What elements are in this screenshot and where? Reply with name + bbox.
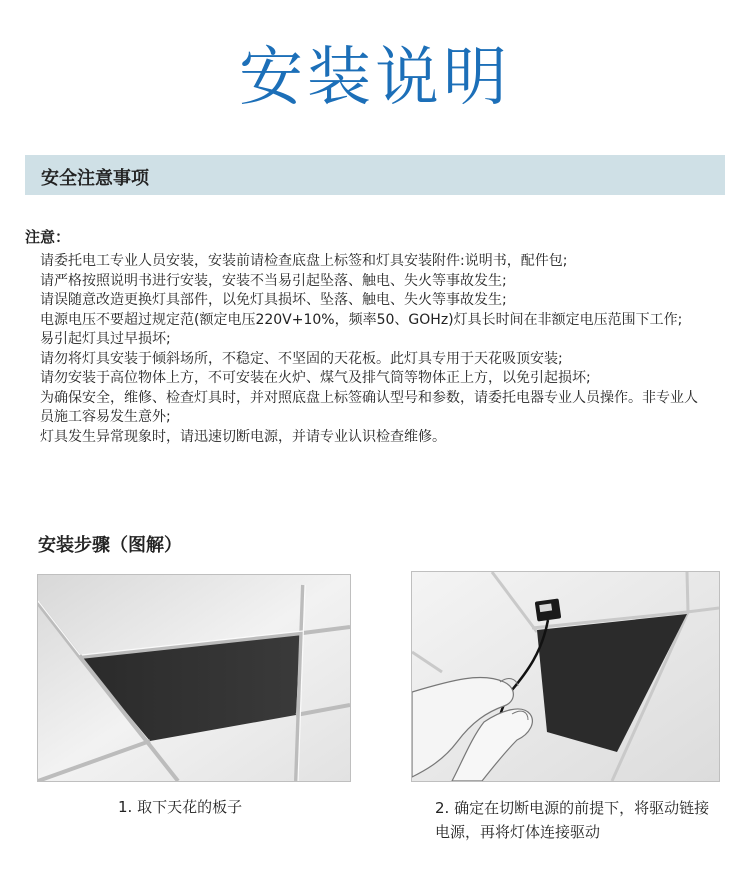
safety-notes-list — [40, 252, 700, 447]
safety-note: 请委托电工专业人员安装，安装前请检查底盘上标签和灯具安装附件:说明书，配件包; — [40, 253, 568, 269]
step1-caption: 1. 取下天花的板子 — [118, 798, 243, 816]
safety-section-header — [25, 155, 725, 195]
wiring-illustration — [412, 572, 719, 781]
page-title: 安装说明 — [239, 41, 511, 115]
steps-section-heading: 安装步骤（图解） — [38, 535, 182, 556]
safety-note: 为确保安全，维修、检查灯具时，并对照底盘上标签确认型号和参数，请委托电器专业人员操作。非专业人员施工容易发生意外; — [40, 389, 698, 425]
safety-note: 请严格按照说明书进行安装，安装不当易引起坠落、触电、失火等事故发生; — [40, 272, 507, 289]
note-label: 注意： — [25, 228, 71, 246]
step2-caption: 2. 确定在切断电源的前提下，将驱动链接电源，再将灯体连接驱动 — [435, 799, 710, 841]
step1-ceiling-illustration — [37, 574, 351, 782]
safety-note: 请勿安装于高位物体上方，不可安装在火炉、煤气及排气筒等物体正上方，以免引起损坏; — [40, 370, 591, 386]
safety-note: 请误随意改造更换灯具部件，以免灯具损坏、坠落、触电、失火等事故发生; — [40, 292, 507, 308]
safety-note: 易引起灯具过早损坏; — [40, 331, 171, 347]
safety-note: 电源电压不要超过规定范(额定电压220V+10%，频率50、GOHz)灯具长时间在非额定电压范围下工作; — [40, 311, 683, 328]
ceiling-grid-illustration — [38, 575, 350, 781]
safety-section-heading: 安全注意事项 — [41, 168, 149, 189]
safety-note: 灯具发生异常现象时，请迅速切断电源，并请专业认识检查维修。 — [40, 428, 446, 445]
step2-wiring-illustration — [411, 571, 720, 782]
safety-note: 请勿将灯具安装于倾斜场所，不稳定、不坚固的天花板。此灯具专用于天花吸顶安装; — [40, 350, 563, 367]
